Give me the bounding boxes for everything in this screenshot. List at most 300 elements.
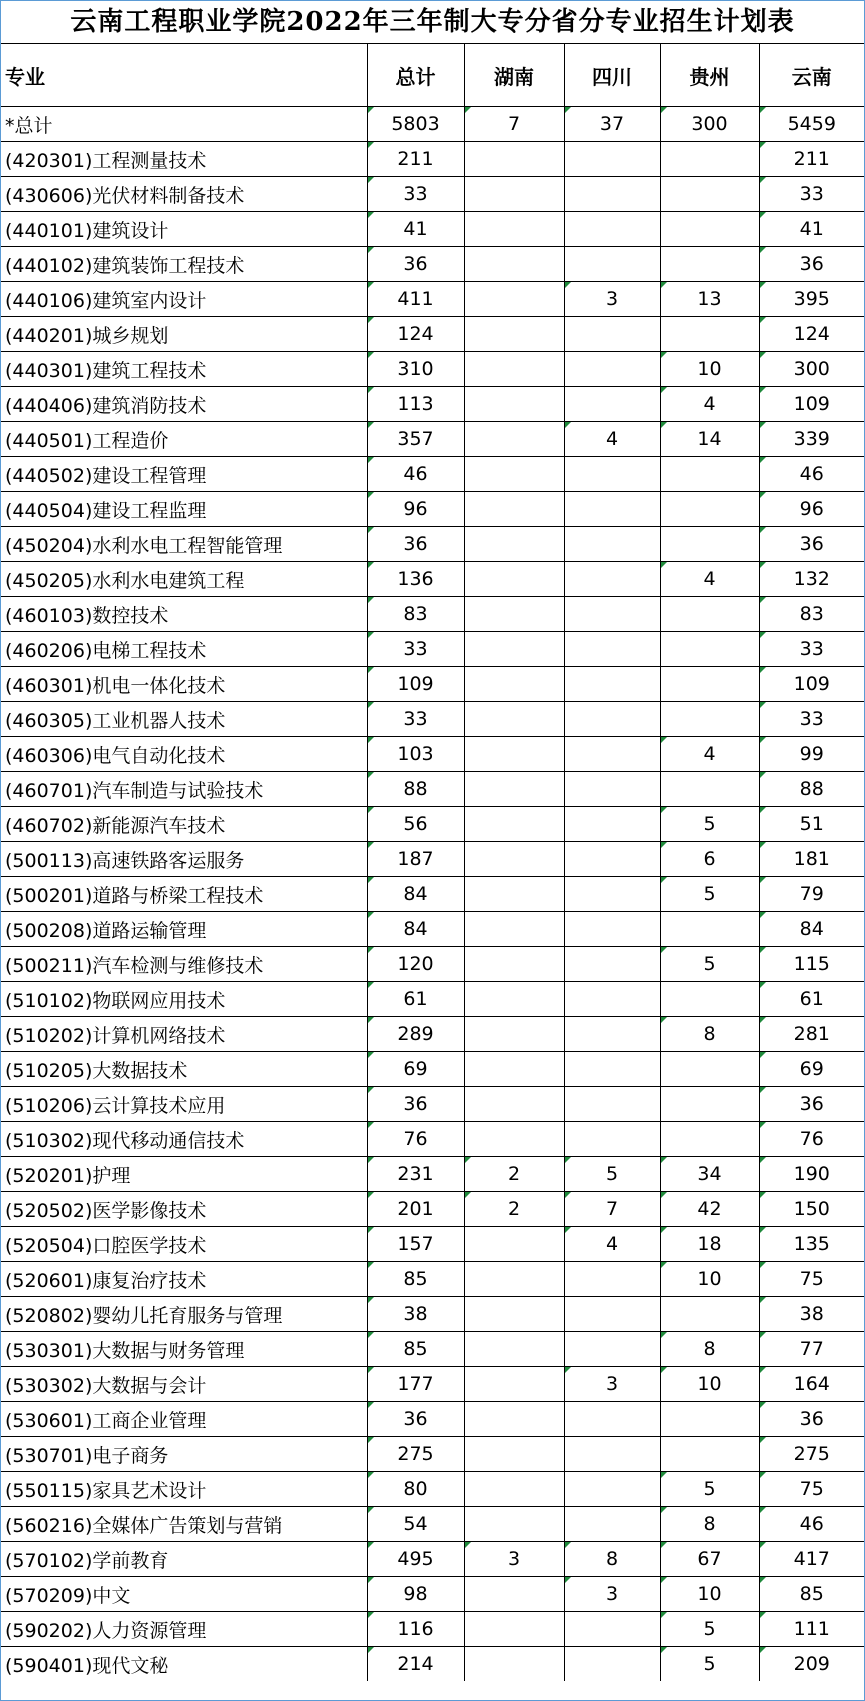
total-cell: 33: [367, 177, 464, 212]
table-row: [1, 1577, 864, 1612]
yunnan-cell: 115: [759, 947, 864, 982]
total-cell: 36: [367, 527, 464, 562]
sichuan-cell: [564, 562, 660, 597]
hunan-cell: [464, 1052, 564, 1087]
hunan-cell: [464, 1297, 564, 1332]
yunnan-cell: 339: [759, 422, 864, 457]
major-cell: (440201)城乡规划: [1, 317, 367, 352]
total-cell: 84: [367, 877, 464, 912]
yunnan-cell: 36: [759, 1402, 864, 1437]
total-cell: 84: [367, 912, 464, 947]
guizhou-cell: [660, 142, 759, 177]
guizhou-cell: [660, 247, 759, 282]
yunnan-cell: 124: [759, 317, 864, 352]
yunnan-cell: 300: [759, 352, 864, 387]
major-cell: (460301)机电一体化技术: [1, 667, 367, 702]
major-cell: (530701)电子商务: [1, 1437, 367, 1472]
major-cell: (590202)人力资源管理: [1, 1612, 367, 1647]
major-cell: (520504)口腔医学技术: [1, 1227, 367, 1262]
sichuan-cell: [564, 982, 660, 1017]
guizhou-cell: 6: [660, 842, 759, 877]
yunnan-cell: 41: [759, 212, 864, 247]
hunan-cell: [464, 667, 564, 702]
sichuan-cell: [564, 737, 660, 772]
major-cell: (500113)高速铁路客运服务: [1, 842, 367, 877]
sichuan-cell: [564, 177, 660, 212]
total-cell: 96: [367, 492, 464, 527]
major-cell: (440406)建筑消防技术: [1, 387, 367, 422]
major-cell: (570209)中文: [1, 1577, 367, 1612]
table-row: [1, 492, 864, 527]
guizhou-cell: 5: [660, 1647, 759, 1682]
table-row: [1, 317, 864, 352]
sichuan-cell: [564, 1052, 660, 1087]
sichuan-cell: [564, 632, 660, 667]
yunnan-cell: 84: [759, 912, 864, 947]
table-row: [1, 1227, 864, 1262]
major-cell: (440501)工程造价: [1, 422, 367, 457]
hunan-cell: [464, 1437, 564, 1472]
hunan-cell: [464, 1647, 564, 1682]
yunnan-cell: 85: [759, 1577, 864, 1612]
yunnan-cell: 150: [759, 1192, 864, 1227]
total-cell: 116: [367, 1612, 464, 1647]
hunan-cell: [464, 1087, 564, 1122]
sichuan-cell: [564, 247, 660, 282]
hunan-cell: [464, 982, 564, 1017]
yunnan-cell: 36: [759, 247, 864, 282]
major-cell: (530302)大数据与会计: [1, 1367, 367, 1402]
total-cell: 177: [367, 1367, 464, 1402]
total-cell: 36: [367, 1087, 464, 1122]
total-row: [1, 107, 864, 142]
guizhou-cell: 67: [660, 1542, 759, 1577]
table-row: [1, 212, 864, 247]
column-header-sichuan: 四川: [564, 44, 660, 107]
guizhou-cell: [660, 1297, 759, 1332]
yunnan-cell: 51: [759, 807, 864, 842]
hunan-cell: [464, 492, 564, 527]
table-row: [1, 177, 864, 212]
column-header-yunnan: 云南: [759, 44, 864, 107]
hunan-cell: [464, 807, 564, 842]
sichuan-cell: [564, 667, 660, 702]
guizhou-cell: 5: [660, 947, 759, 982]
guizhou-cell: [660, 1402, 759, 1437]
guizhou-cell: [660, 982, 759, 1017]
sichuan-cell: [564, 457, 660, 492]
yunnan-cell: 88: [759, 772, 864, 807]
yunnan-cell: 83: [759, 597, 864, 632]
total-cell: 88: [367, 772, 464, 807]
sichuan-cell: [564, 1297, 660, 1332]
sichuan-cell: [564, 1507, 660, 1542]
table-row: [1, 1122, 864, 1157]
guizhou-cell: 4: [660, 562, 759, 597]
total-cell: 357: [367, 422, 464, 457]
hunan-cell: 2: [464, 1192, 564, 1227]
sichuan-cell: [564, 1647, 660, 1682]
hunan-cell: [464, 422, 564, 457]
yunnan-cell: 164: [759, 1367, 864, 1402]
sichuan-cell: 8: [564, 1542, 660, 1577]
major-cell: (510202)计算机网络技术: [1, 1017, 367, 1052]
table-row: [1, 1437, 864, 1472]
hunan-cell: [464, 352, 564, 387]
yunnan-cell: 275: [759, 1437, 864, 1472]
table-row: [1, 1017, 864, 1052]
hunan-cell: [464, 1577, 564, 1612]
table-row: [1, 632, 864, 667]
guizhou-cell: 5: [660, 807, 759, 842]
hunan-cell: [464, 1507, 564, 1542]
total-cell: 83: [367, 597, 464, 632]
sichuan-cell: [564, 352, 660, 387]
hunan-cell: [464, 1227, 564, 1262]
yunnan-cell: 69: [759, 1052, 864, 1087]
guizhou-cell: 14: [660, 422, 759, 457]
sichuan-cell: [564, 1262, 660, 1297]
table-row: [1, 1507, 864, 1542]
total-cell: 411: [367, 282, 464, 317]
column-header-hunan: 湖南: [464, 44, 564, 107]
guizhou-cell: [660, 527, 759, 562]
hunan-cell: [464, 1262, 564, 1297]
total-cell: 310: [367, 352, 464, 387]
major-cell: (440504)建设工程监理: [1, 492, 367, 527]
sichuan-cell: 5: [564, 1157, 660, 1192]
sichuan-cell: 7: [564, 1192, 660, 1227]
guizhou-cell: 5: [660, 1472, 759, 1507]
hunan-cell: [464, 212, 564, 247]
table-row: [1, 1612, 864, 1647]
hunan-cell: [464, 702, 564, 737]
sichuan-cell: [564, 1612, 660, 1647]
table-row: [1, 1087, 864, 1122]
total-cell: 201: [367, 1192, 464, 1227]
table-row: [1, 947, 864, 982]
total-cell: 231: [367, 1157, 464, 1192]
guizhou-cell: [660, 212, 759, 247]
column-header-major: 专业: [1, 44, 367, 107]
table-row: [1, 387, 864, 422]
yunnan-cell: 76: [759, 1122, 864, 1157]
yunnan-cell: 36: [759, 1087, 864, 1122]
hunan-cell: [464, 597, 564, 632]
hunan-cell: [464, 177, 564, 212]
major-cell: (460306)电气自动化技术: [1, 737, 367, 772]
table-row: [1, 702, 864, 737]
yunnan-cell: 75: [759, 1262, 864, 1297]
total-cell: 495: [367, 1542, 464, 1577]
guizhou-cell: 8: [660, 1507, 759, 1542]
hunan-cell: 2: [464, 1157, 564, 1192]
total-cell: 109: [367, 667, 464, 702]
yunnan-cell: 96: [759, 492, 864, 527]
guizhou-cell: 8: [660, 1017, 759, 1052]
guizhou-cell: [660, 772, 759, 807]
guizhou-cell: [660, 317, 759, 352]
major-cell: (510206)云计算技术应用: [1, 1087, 367, 1122]
table-row: [1, 597, 864, 632]
sichuan-cell: 3: [564, 282, 660, 317]
sichuan-cell: [564, 772, 660, 807]
sichuan-cell: 37: [564, 107, 660, 142]
yunnan-cell: 79: [759, 877, 864, 912]
hunan-cell: [464, 632, 564, 667]
guizhou-cell: 10: [660, 1262, 759, 1297]
sichuan-cell: [564, 1332, 660, 1367]
yunnan-cell: 75: [759, 1472, 864, 1507]
total-cell: 46: [367, 457, 464, 492]
column-header-total: 总计: [367, 44, 464, 107]
major-cell: (500211)汽车检测与维修技术: [1, 947, 367, 982]
hunan-cell: [464, 1612, 564, 1647]
major-cell: (420301)工程测量技术: [1, 142, 367, 177]
yunnan-cell: 181: [759, 842, 864, 877]
total-cell: 33: [367, 632, 464, 667]
sichuan-cell: [564, 947, 660, 982]
total-cell: 5803: [367, 107, 464, 142]
hunan-cell: [464, 1367, 564, 1402]
major-cell: (560216)全媒体广告策划与营销: [1, 1507, 367, 1542]
guizhou-cell: [660, 632, 759, 667]
yunnan-cell: 77: [759, 1332, 864, 1367]
major-cell: (460206)电梯工程技术: [1, 632, 367, 667]
major-cell: (520201)护理: [1, 1157, 367, 1192]
major-cell: (520601)康复治疗技术: [1, 1262, 367, 1297]
hunan-cell: [464, 842, 564, 877]
total-cell: 214: [367, 1647, 464, 1682]
guizhou-cell: 34: [660, 1157, 759, 1192]
yunnan-cell: 38: [759, 1297, 864, 1332]
table-row: [1, 1052, 864, 1087]
sichuan-cell: 4: [564, 422, 660, 457]
table-row: [1, 842, 864, 877]
table-row: [1, 982, 864, 1017]
guizhou-cell: 42: [660, 1192, 759, 1227]
hunan-cell: [464, 877, 564, 912]
hunan-cell: [464, 1472, 564, 1507]
header-row: [1, 44, 864, 107]
table-row: [1, 352, 864, 387]
yunnan-cell: 211: [759, 142, 864, 177]
sichuan-cell: [564, 527, 660, 562]
table-row: [1, 562, 864, 597]
sichuan-cell: [564, 597, 660, 632]
yunnan-cell: 109: [759, 387, 864, 422]
table-body: [1, 107, 864, 1682]
yunnan-cell: 5459: [759, 107, 864, 142]
major-cell: (520502)医学影像技术: [1, 1192, 367, 1227]
major-cell: (500201)道路与桥梁工程技术: [1, 877, 367, 912]
guizhou-cell: 5: [660, 1612, 759, 1647]
hunan-cell: [464, 912, 564, 947]
major-cell: (510205)大数据技术: [1, 1052, 367, 1087]
sichuan-cell: [564, 317, 660, 352]
table-row: [1, 457, 864, 492]
table-row: [1, 1542, 864, 1577]
total-cell: 211: [367, 142, 464, 177]
total-cell: 103: [367, 737, 464, 772]
major-cell: (440106)建筑室内设计: [1, 282, 367, 317]
yunnan-cell: 99: [759, 737, 864, 772]
sichuan-cell: [564, 1017, 660, 1052]
sichuan-cell: [564, 702, 660, 737]
total-cell: 61: [367, 982, 464, 1017]
major-cell: (460305)工业机器人技术: [1, 702, 367, 737]
hunan-cell: 7: [464, 107, 564, 142]
sichuan-cell: 3: [564, 1577, 660, 1612]
table-row: [1, 1297, 864, 1332]
yunnan-cell: 190: [759, 1157, 864, 1192]
total-cell: 80: [367, 1472, 464, 1507]
hunan-cell: [464, 1402, 564, 1437]
major-cell: (440102)建筑装饰工程技术: [1, 247, 367, 282]
sichuan-cell: [564, 1472, 660, 1507]
guizhou-cell: [660, 1437, 759, 1472]
enrollment-table: [1, 44, 864, 1681]
table-row: [1, 247, 864, 282]
major-cell: (450205)水利水电建筑工程: [1, 562, 367, 597]
major-cell: *总计: [1, 107, 367, 142]
table-row: [1, 877, 864, 912]
guizhou-cell: [660, 177, 759, 212]
guizhou-cell: 300: [660, 107, 759, 142]
guizhou-cell: 4: [660, 737, 759, 772]
sichuan-cell: [564, 212, 660, 247]
yunnan-cell: 109: [759, 667, 864, 702]
guizhou-cell: [660, 492, 759, 527]
guizhou-cell: [660, 912, 759, 947]
yunnan-cell: 395: [759, 282, 864, 317]
major-cell: (440101)建筑设计: [1, 212, 367, 247]
guizhou-cell: [660, 702, 759, 737]
table-row: [1, 422, 864, 457]
sichuan-cell: 3: [564, 1367, 660, 1402]
guizhou-cell: [660, 1052, 759, 1087]
major-cell: (510302)现代移动通信技术: [1, 1122, 367, 1157]
yunnan-cell: 111: [759, 1612, 864, 1647]
total-cell: 36: [367, 247, 464, 282]
total-cell: 76: [367, 1122, 464, 1157]
major-cell: (570102)学前教育: [1, 1542, 367, 1577]
total-cell: 187: [367, 842, 464, 877]
yunnan-cell: 135: [759, 1227, 864, 1262]
sichuan-cell: [564, 877, 660, 912]
sichuan-cell: [564, 1402, 660, 1437]
guizhou-cell: [660, 597, 759, 632]
total-cell: 56: [367, 807, 464, 842]
hunan-cell: [464, 1017, 564, 1052]
total-cell: 38: [367, 1297, 464, 1332]
table-row: [1, 912, 864, 947]
yunnan-cell: 61: [759, 982, 864, 1017]
hunan-cell: [464, 247, 564, 282]
major-cell: (500208)道路运输管理: [1, 912, 367, 947]
total-cell: 120: [367, 947, 464, 982]
total-cell: 36: [367, 1402, 464, 1437]
table-row: [1, 282, 864, 317]
sichuan-cell: 4: [564, 1227, 660, 1262]
hunan-cell: [464, 1122, 564, 1157]
yunnan-cell: 209: [759, 1647, 864, 1682]
total-cell: 54: [367, 1507, 464, 1542]
guizhou-cell: 5: [660, 877, 759, 912]
table-row: [1, 527, 864, 562]
sichuan-cell: [564, 842, 660, 877]
guizhou-cell: [660, 457, 759, 492]
column-header-guizhou: 贵州: [660, 44, 759, 107]
major-cell: (590401)现代文秘: [1, 1647, 367, 1682]
hunan-cell: [464, 772, 564, 807]
hunan-cell: [464, 562, 564, 597]
hunan-cell: [464, 737, 564, 772]
major-cell: (520802)婴幼儿托育服务与管理: [1, 1297, 367, 1332]
guizhou-cell: [660, 1087, 759, 1122]
total-cell: 157: [367, 1227, 464, 1262]
yunnan-cell: 417: [759, 1542, 864, 1577]
guizhou-cell: 10: [660, 1367, 759, 1402]
table-row: [1, 1402, 864, 1437]
yunnan-cell: 132: [759, 562, 864, 597]
major-cell: (510102)物联网应用技术: [1, 982, 367, 1017]
total-cell: 113: [367, 387, 464, 422]
hunan-cell: [464, 457, 564, 492]
table-row: [1, 1367, 864, 1402]
sichuan-cell: [564, 912, 660, 947]
table-row: [1, 142, 864, 177]
hunan-cell: [464, 527, 564, 562]
major-cell: (460702)新能源汽车技术: [1, 807, 367, 842]
yunnan-cell: 281: [759, 1017, 864, 1052]
yunnan-cell: 46: [759, 457, 864, 492]
table-row: [1, 1472, 864, 1507]
total-cell: 124: [367, 317, 464, 352]
guizhou-cell: [660, 1122, 759, 1157]
sichuan-cell: [564, 142, 660, 177]
yunnan-cell: 36: [759, 527, 864, 562]
page-title: 云南工程职业学院2022年三年制大专分省分专业招生计划表: [1, 1, 864, 44]
table-row: [1, 807, 864, 842]
guizhou-cell: 13: [660, 282, 759, 317]
guizhou-cell: 8: [660, 1332, 759, 1367]
hunan-cell: [464, 947, 564, 982]
major-cell: (450204)水利水电工程智能管理: [1, 527, 367, 562]
guizhou-cell: 10: [660, 352, 759, 387]
yunnan-cell: 33: [759, 632, 864, 667]
hunan-cell: [464, 282, 564, 317]
table-row: [1, 1647, 864, 1682]
table-row: [1, 1192, 864, 1227]
table-row: [1, 1157, 864, 1192]
total-cell: 136: [367, 562, 464, 597]
sichuan-cell: [564, 1087, 660, 1122]
hunan-cell: [464, 1332, 564, 1367]
major-cell: (460701)汽车制造与试验技术: [1, 772, 367, 807]
table-row: [1, 667, 864, 702]
guizhou-cell: 18: [660, 1227, 759, 1262]
total-cell: 289: [367, 1017, 464, 1052]
yunnan-cell: 33: [759, 177, 864, 212]
major-cell: (460103)数控技术: [1, 597, 367, 632]
table-row: [1, 772, 864, 807]
hunan-cell: [464, 387, 564, 422]
total-cell: 275: [367, 1437, 464, 1472]
sichuan-cell: [564, 1437, 660, 1472]
guizhou-cell: 4: [660, 387, 759, 422]
table-row: [1, 737, 864, 772]
